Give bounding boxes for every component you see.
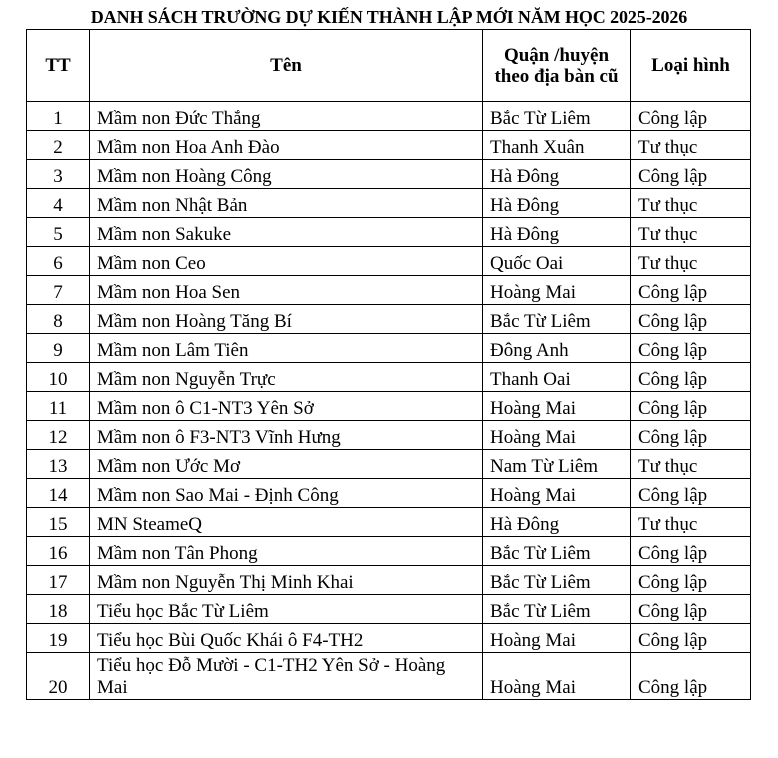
school-name: Tiểu học Bùi Quốc Khái ô F4-TH2 <box>90 624 483 653</box>
table-row <box>27 363 751 392</box>
row-number: 2 <box>27 131 90 160</box>
table-row <box>27 421 751 450</box>
document-title: DANH SÁCH TRƯỜNG DỰ KIẾN THÀNH LẬP MỚI NĂM HỌC 2025-2026 <box>90 7 688 27</box>
table-row <box>27 247 751 276</box>
row-number: 13 <box>27 450 90 479</box>
school-name: Mầm non Nhật Bản <box>90 189 483 218</box>
school-table <box>26 29 751 700</box>
district-cell: Nam Từ Liêm <box>483 450 631 479</box>
school-name: Mầm non Hoàng Tăng Bí <box>90 305 483 334</box>
row-number: 7 <box>27 276 90 305</box>
table-row <box>27 334 751 363</box>
table-row <box>27 189 751 218</box>
table-row <box>27 537 751 566</box>
row-number: 12 <box>27 421 90 450</box>
district-cell: Bắc Từ Liêm <box>483 102 631 131</box>
school-type: Tư thục <box>631 247 751 276</box>
table-header-row <box>27 30 751 102</box>
school-type: Tư thục <box>631 218 751 247</box>
school-type: Công lập <box>631 595 751 624</box>
row-number: 9 <box>27 334 90 363</box>
table-row <box>27 624 751 653</box>
school-type: Công lập <box>631 566 751 595</box>
school-name: Mầm non Sakuke <box>90 218 483 247</box>
column-header-district: Quận /huyện theo địa bàn cũ <box>483 30 631 102</box>
table-row <box>27 218 751 247</box>
school-type: Công lập <box>631 624 751 653</box>
district-cell: Hoàng Mai <box>483 421 631 450</box>
row-number: 14 <box>27 479 90 508</box>
district-cell: Hoàng Mai <box>483 479 631 508</box>
school-name: Mầm non Hoa Anh Đào <box>90 131 483 160</box>
school-name: Mầm non Hoàng Công <box>90 160 483 189</box>
school-name: Mầm non ô F3-NT3 Vĩnh Hưng <box>90 421 483 450</box>
district-cell: Hoàng Mai <box>483 392 631 421</box>
table-row <box>27 566 751 595</box>
district-cell: Hà Đông <box>483 189 631 218</box>
column-header-type: Loại hình <box>631 30 751 102</box>
column-header-tt: TT <box>27 30 90 102</box>
district-cell: Thanh Oai <box>483 363 631 392</box>
school-name: Mầm non Đức Thắng <box>90 102 483 131</box>
school-name: Mầm non ô C1-NT3 Yên Sở <box>90 392 483 421</box>
school-type: Tư thục <box>631 131 751 160</box>
school-type: Công lập <box>631 334 751 363</box>
district-cell: Hà Đông <box>483 160 631 189</box>
school-type: Công lập <box>631 102 751 131</box>
school-name: Tiểu học Đỗ Mười - C1-TH2 Yên Sở - Hoàng Mai <box>90 653 483 700</box>
school-name: Mầm non Tân Phong <box>90 537 483 566</box>
district-cell: Hoàng Mai <box>483 653 631 700</box>
table-row <box>27 653 751 700</box>
row-number: 17 <box>27 566 90 595</box>
school-name: Mầm non Ước Mơ <box>90 450 483 479</box>
school-type: Tư thục <box>631 450 751 479</box>
row-number: 18 <box>27 595 90 624</box>
row-number: 19 <box>27 624 90 653</box>
row-number: 11 <box>27 392 90 421</box>
row-number: 3 <box>27 160 90 189</box>
row-number: 6 <box>27 247 90 276</box>
school-type: Công lập <box>631 363 751 392</box>
district-cell: Hoàng Mai <box>483 624 631 653</box>
column-header-name: Tên <box>90 30 483 102</box>
table-row <box>27 102 751 131</box>
district-cell: Đông Anh <box>483 334 631 363</box>
school-type: Công lập <box>631 653 751 700</box>
table-row <box>27 595 751 624</box>
district-cell: Quốc Oai <box>483 247 631 276</box>
district-cell: Bắc Từ Liêm <box>483 595 631 624</box>
school-type: Công lập <box>631 421 751 450</box>
district-cell: Hà Đông <box>483 508 631 537</box>
school-name: Mầm non Hoa Sen <box>90 276 483 305</box>
school-type: Công lập <box>631 392 751 421</box>
table-row <box>27 160 751 189</box>
table-row <box>27 508 751 537</box>
table-row <box>27 305 751 334</box>
row-number: 4 <box>27 189 90 218</box>
row-number: 16 <box>27 537 90 566</box>
district-cell: Bắc Từ Liêm <box>483 537 631 566</box>
school-name: Tiểu học Bắc Từ Liêm <box>90 595 483 624</box>
district-cell: Thanh Xuân <box>483 131 631 160</box>
row-number: 15 <box>27 508 90 537</box>
school-name: Mầm non Lâm Tiên <box>90 334 483 363</box>
school-type: Công lập <box>631 160 751 189</box>
school-type: Công lập <box>631 537 751 566</box>
school-name: MN SteameQ <box>90 508 483 537</box>
table-row <box>27 276 751 305</box>
district-cell: Bắc Từ Liêm <box>483 305 631 334</box>
school-type: Công lập <box>631 479 751 508</box>
school-type: Công lập <box>631 276 751 305</box>
school-type: Công lập <box>631 305 751 334</box>
school-type: Tư thục <box>631 508 751 537</box>
table-row <box>27 392 751 421</box>
row-number: 5 <box>27 218 90 247</box>
district-cell: Bắc Từ Liêm <box>483 566 631 595</box>
school-name: Mầm non Nguyễn Thị Minh Khai <box>90 566 483 595</box>
school-type: Tư thục <box>631 189 751 218</box>
school-name: Mầm non Ceo <box>90 247 483 276</box>
row-number: 8 <box>27 305 90 334</box>
table-row <box>27 479 751 508</box>
row-number: 20 <box>27 653 90 700</box>
table-row <box>27 450 751 479</box>
row-number: 1 <box>27 102 90 131</box>
row-number: 10 <box>27 363 90 392</box>
school-name: Mầm non Nguyễn Trực <box>90 363 483 392</box>
district-cell: Hà Đông <box>483 218 631 247</box>
table-row <box>27 131 751 160</box>
district-cell: Hoàng Mai <box>483 276 631 305</box>
school-name: Mầm non Sao Mai - Định Công <box>90 479 483 508</box>
